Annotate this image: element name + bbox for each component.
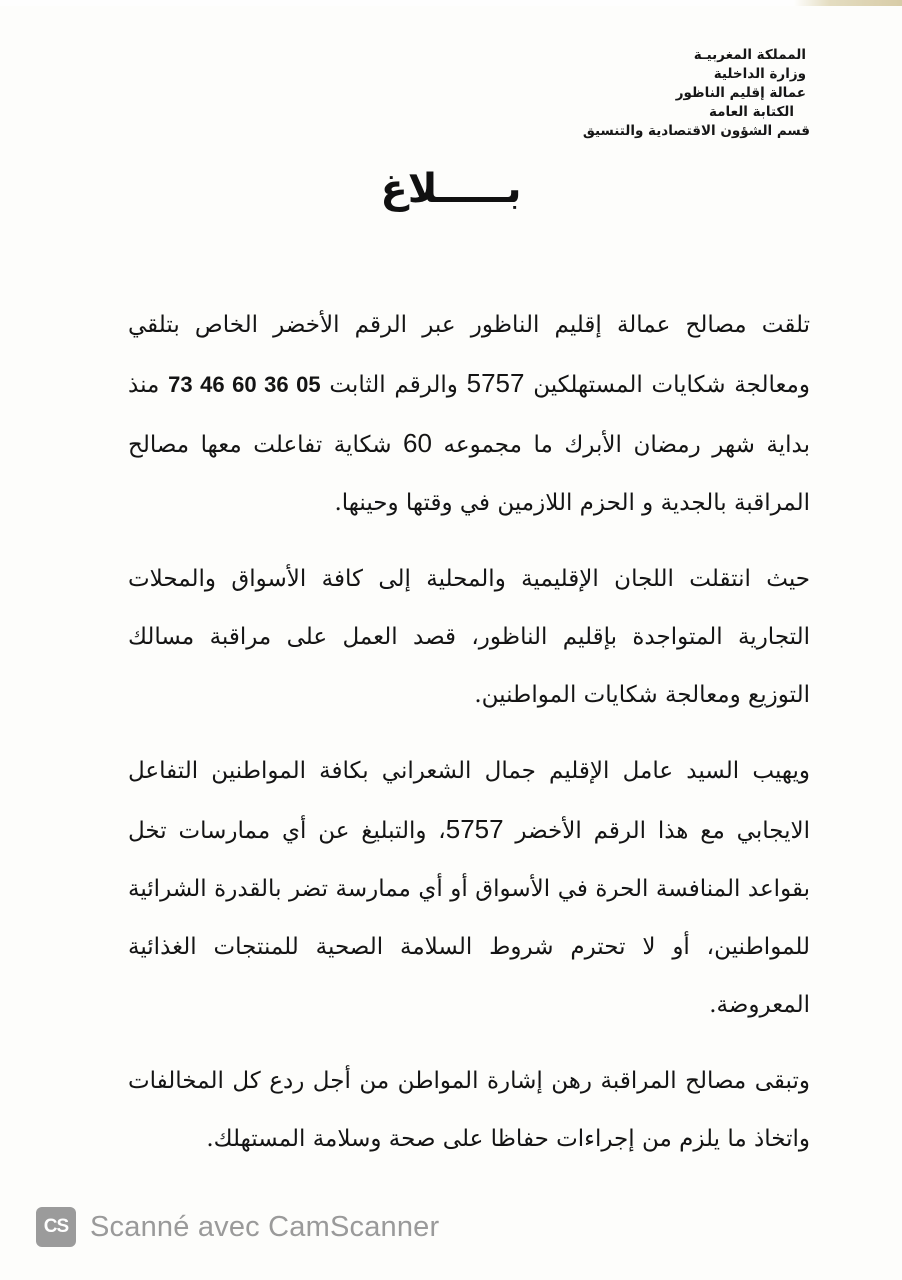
letterhead-division: قسم الشؤون الاقتصادية والتنسيق xyxy=(582,123,810,139)
letterhead-secretariat: الكتابة العامة xyxy=(708,104,794,120)
paragraph-1-part-d: شكاية تفاعلت معها مصالح المراقبة بالجدية و الحزم اللازمين في وقتها وحينها. xyxy=(128,432,810,516)
paragraph-1-part-c: منذ بداية شهر رمضان الأبرك ما مجموعه xyxy=(128,372,810,458)
paragraph-governor-appeal xyxy=(128,742,810,1034)
document-title: بـــــلاغ xyxy=(380,166,522,212)
document-body xyxy=(128,296,810,1186)
green-number-repeat: 5757 xyxy=(445,814,504,844)
letterhead xyxy=(582,46,810,141)
paragraph-3-part-a: ويهيب السيد عامل الإقليم جمال الشعراني بكافة المواطنين التفاعل الايجابي مع هذا الرقم الأخضر xyxy=(128,758,810,844)
paragraph-1-part-b: والرقم الثابت xyxy=(320,372,467,398)
letterhead-kingdom: المملكة المغربيـة xyxy=(693,47,806,63)
letterhead-ministry: وزارة الداخلية xyxy=(713,66,806,82)
camscanner-watermark xyxy=(36,1207,439,1247)
paragraph-complaints xyxy=(128,296,810,532)
paragraph-committees: حيث انتقلت اللجان الإقليمية والمحلية إلى كافة الأسواق والمحلات التجارية المتواجدة بإقليم الناظور، قصد العمل على مراقبة مسالك التوزيع ومعالجة شكايات المواطنين. xyxy=(128,566,810,708)
paragraph-closing: وتبقى مصالح المراقبة رهن إشارة المواطن من أجل ردع كل المخالفات واتخاذ ما يلزم من إجراءات حفاظا على صحة وسلامة المستهلك. xyxy=(128,1068,810,1152)
green-number: 5757 xyxy=(466,368,525,398)
complaint-count: 60 xyxy=(403,428,432,458)
fixed-number: 73 46 60 36 05 xyxy=(168,372,321,397)
paragraph-1-part-a: تلقت مصالح عمالة إقليم الناظور عبر الرقم الأخضر الخاص بتلقي ومعالجة شكايات المستهلكين xyxy=(128,312,810,398)
camscanner-logo-icon: CS xyxy=(36,1207,76,1247)
letterhead-province: عمالة إقليم الناظور xyxy=(675,85,806,101)
paragraph-3-part-b: ، والتبليغ عن أي ممارسات تخل بقواعد المنافسة الحرة في الأسواق أو أي ممارسة تضر بالقدرة الشرائية للمواطنين، أو لا تحترم شروط السلامة الصحية للمنتجات الغذائية المعروضة. xyxy=(128,818,810,1018)
camscanner-text: Scanné avec CamScanner xyxy=(90,1210,440,1243)
scan-edge-strip xyxy=(0,0,902,6)
